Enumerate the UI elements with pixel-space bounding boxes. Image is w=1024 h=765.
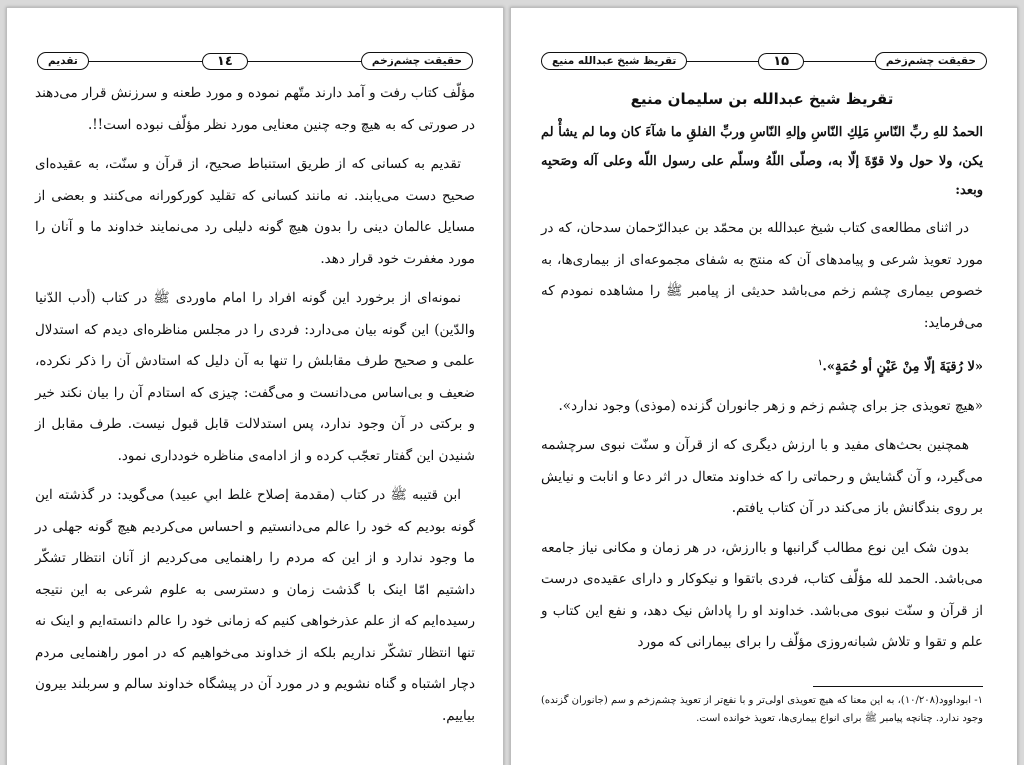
header-book-title: حقیقت چشم‌زخم (361, 52, 473, 70)
footnote-reference[interactable]: ۱ (818, 357, 823, 367)
hadith-arabic (541, 347, 983, 383)
page-body (541, 86, 983, 667)
footnote: ۱- ابوداوود(۱۰/۲۰۸)، به این معنا که هیچ تعویذی اولی‌تر و با نفع‌تر از تعویذ چشم‌زخم و سم (جانوران گزنده) وجود ندارد. چنانچه پیامبر ﷺ برای انواع بیماری‌ها، تعویذ خوانده است. (541, 695, 984, 724)
page-number: ۱٤ (202, 53, 248, 70)
footnote-divider (813, 686, 983, 687)
page-14 (6, 7, 504, 765)
paragraph: ابن قتیبه ﷺ در کتاب (مقدمة إصلاح غلط ابي عبيد) می‌گوید: در گذشته این گونه بودیم که خود را عالم می‌دانستیم و احساس می‌کردیم هیچ گونه جهلی در ما وجود ندارد و از این که مردم را راهنمایی می‌کردیم از آنان انتظار تشکّر داشتیم امّا اینک با گذشت زمان و دسترسی به علوم شرعی به این نتیجه رسیده‌ایم که از علم عذرخواهی کنیم که زمانی خود را عالم دانسته‌ایم و اینک نه تنها انتظار تشکّر نداریم بلکه از خداوند می‌خواهیم که در امور راهنمایی مردم دچار اشتباه و گناه نشویم و در مورد آن در پیشگاه خداوند سالم و سربلند بیرون بیاییم. (35, 487, 475, 724)
page-header (37, 50, 473, 72)
paragraph: مؤلّف کتاب رفت و آمد دارند متّهم نموده و مورد طعنه و سرزنش قرار می‌دهند در صورتی که به هیچ وجه چنین معنایی مورد نظر مؤلّف نبوده است!!. (35, 85, 475, 133)
section-title: تقریظ شیخ عبدالله بن سلیمان منیع (630, 90, 894, 108)
arabic-opening: الحمدُ للهِ ربِّ النّاسِ مَلِكِ النّاسِ وإلهِ النّاسِ وربِّ الفلقِ ما شآءَ كان وما لم يشأْ لم يكن، ولا حول ولا قوّةَ إلّا به، وصلّى اللّهُ وسلّم على رسول اللّه وعلى آله وصَحبِه وبعد: (541, 125, 983, 198)
page-header (541, 50, 987, 72)
hadith-translation: «هیچ تعویذی جز برای چشم زخم و زهر جانوران گزنده (موذی) وجود ندارد». (558, 397, 983, 414)
header-section-title: تقریظ شیخ عبدالله منیع (541, 52, 687, 70)
paragraph: همچنین بحث‌های مفید و با ارزش دیگری که از قرآن و سنّت نبوی سرچشمه می‌گیرد، و آن گشایش و رحماتی را که خداوند متعال در اثر دعا و انابت و نیایش بر روی بندگانش باز می‌کند در آن کتاب یافتم. (541, 437, 983, 517)
page-body (35, 78, 475, 740)
paragraph: بدون شک این نوع مطالب گرانبها و باارزش، در هر زمان و مکانی نیاز جامعه می‌باشد. الحمد لله مؤلّف کتاب، فردی باتقوا و نیکوکار و دارای عقیده‌ی درست از قرآن و سنّت نبوی می‌باشد. خداوند او را پاداش نیک دهد، و نفع این کتاب و علم و تقوا و تلاش شبانه‌روزی مؤلّف را برای بیمارانی که مورد (541, 539, 983, 651)
page-15 (510, 7, 1018, 765)
header-section-title: تقدیم (37, 52, 89, 70)
page-number: ۱۵ (758, 53, 804, 70)
paragraph: نمونه‌ای از برخورد این گونه افراد را امام ماوردی ﷺ در کتاب (أدب الدّنیا والدّین) این گونه بیان می‌دارد: فردی را در مجلس مناظره‌ای دیدم که استدلال علمی و صحیح طرف مقابلش را تنها به آن دلیل که استادش آن را ذکر نکرده، ضعیف و بی‌اساس می‌دانست و می‌گفت: چیزی که استادم آن را بیان نکند خیر و برکتی در آن وجود ندارد، پس استدلالت قابل قبول نیست. طرف مقابل از شنیدن این گفتار تعجّب کرده و از ادامه‌ی مناظره خودداری نمود. (35, 290, 475, 464)
hadith-arabic-text: «لا رُقيَةَ إلّا مِنْ عَيْنٍ أو حُمَةٍ». (822, 359, 983, 375)
paragraph: در اثنای مطالعه‌ی کتاب شیخ عبدالله بن محمّد بن عبدالرّحمان سدحان، که در مورد تعویذ شرعی و پیامدهای آن که منتج به شفای مجموعه‌ای از بیماری‌ها، به خصوص بیماری چشم زخم می‌باشد حدیثی از پیامبر ﷺ را مشاهده نمودم که می‌فرماید: (541, 220, 983, 331)
paragraph: تقدیم به کسانی که از طریق استنباط صحیح، از قرآن و سنّت، به عقیده‌ای صحیح دست می‌یابند. نه مانند کسانی که تقلید کورکورانه می‌کنند و بعضی از مسایل عالمان دینی را بدون هیچ گونه دلیلی رد می‌نمایند خداوند ما و آنان را مورد مغفرت خود قرار دهد. (35, 156, 475, 267)
header-book-title: حقیقت چشم‌زخم (875, 52, 987, 70)
